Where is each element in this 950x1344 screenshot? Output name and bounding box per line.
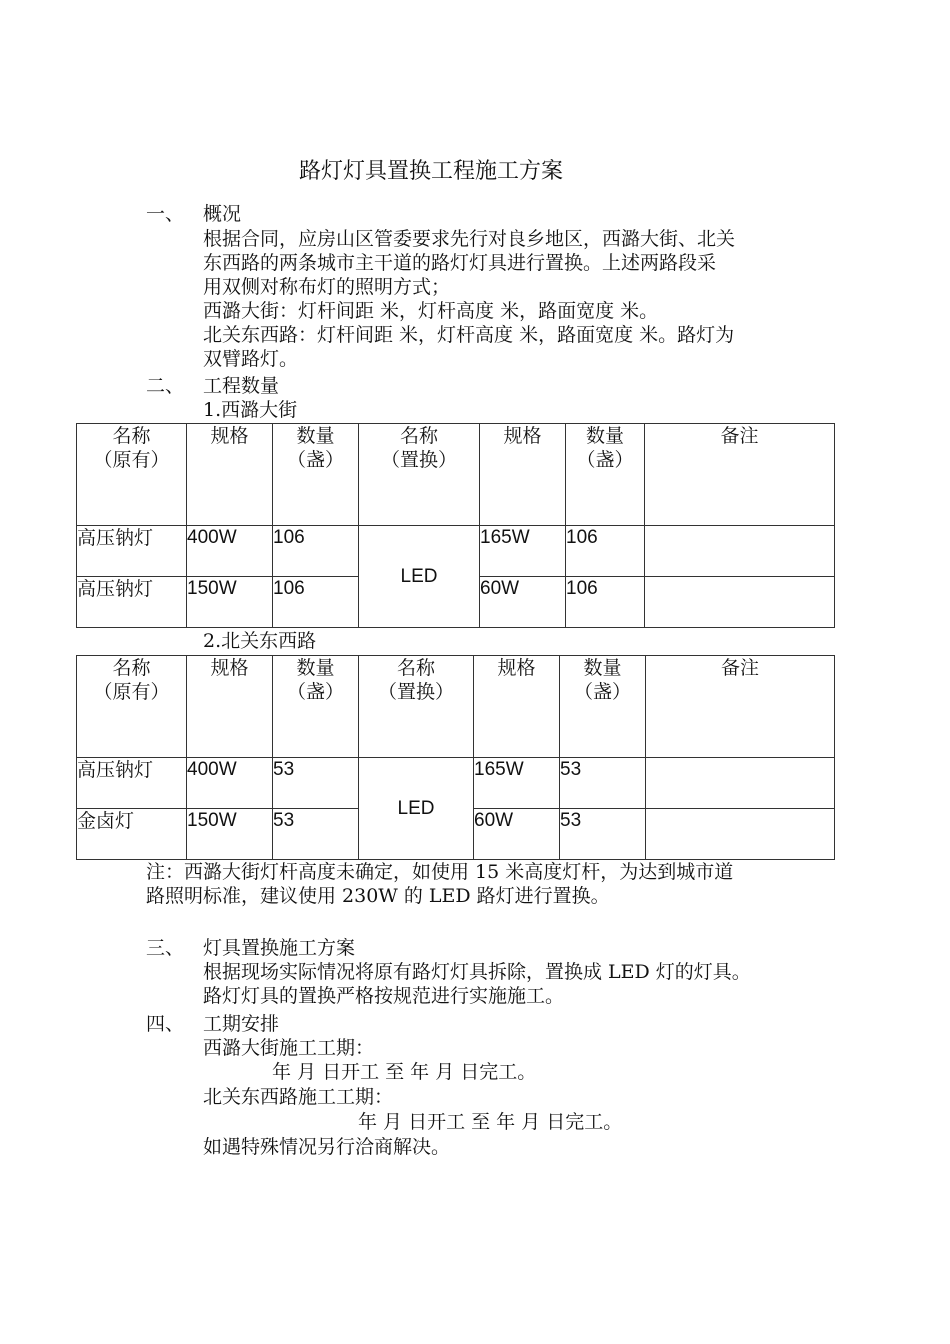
table-row	[77, 758, 835, 809]
cell-new-quantity: 106	[566, 577, 645, 628]
cell-new-quantity: 106	[566, 526, 645, 577]
xilu-street-spec: 西潞大街：灯杆间距 米，灯杆高度 米，路面宽度 米。	[203, 300, 659, 322]
cell-replacement-type: LED	[359, 526, 480, 628]
section-2-number: 二、	[146, 375, 185, 397]
table-header-row	[77, 424, 835, 526]
overview-line-2: 东西路的两条城市主干道的路灯灯具进行置换。上述两路段采	[203, 252, 717, 274]
table-header-row	[77, 656, 835, 758]
cell-quantity: 53	[273, 809, 359, 860]
cell-lamp-name: 高压钠灯	[77, 758, 187, 809]
header-quantity-2: 数量 （盏）	[566, 424, 645, 526]
cell-spec: 400W	[187, 758, 273, 809]
header-name-replacement: 名称 （置换）	[359, 656, 474, 758]
section-3-number: 三、	[146, 937, 185, 959]
table-1-caption: 1.西潞大街	[203, 399, 298, 421]
cell-replacement-type: LED	[359, 758, 474, 860]
cell-spec: 400W	[187, 526, 273, 577]
cell-new-quantity: 53	[560, 809, 646, 860]
header-remark: 备注	[645, 424, 835, 526]
schedule-beiguan-label: 北关东西路施工工期：	[203, 1086, 394, 1108]
header-spec: 规格	[187, 656, 273, 758]
header-spec: 规格	[187, 424, 273, 526]
overview-line-1: 根据合同，应房山区管委要求先行对良乡地区，西潞大街、北关	[203, 228, 736, 250]
section-3-heading: 灯具置换施工方案	[203, 937, 356, 959]
schedule-beiguan-dates: 年 月 日开工 至 年 月 日完工。	[358, 1111, 623, 1133]
schedule-xilu-dates: 年 月 日开工 至 年 月 日完工。	[272, 1061, 537, 1083]
beiguan-road-spec-line-2: 双臂路灯。	[203, 348, 299, 370]
header-quantity: 数量 （盏）	[273, 656, 359, 758]
schedule-xilu-label: 西潞大街施工工期：	[203, 1037, 375, 1059]
cell-remark	[646, 758, 835, 809]
cell-new-quantity: 53	[560, 758, 646, 809]
section-4-heading: 工期安排	[203, 1013, 280, 1035]
overview-line-3: 用双侧对称布灯的照明方式；	[203, 276, 451, 298]
cell-remark	[645, 526, 835, 577]
table-2-caption: 2.北关东西路	[203, 630, 317, 652]
cell-spec: 150W	[187, 577, 273, 628]
construction-plan-line-2: 路灯灯具的置换严格按规范进行实施施工。	[203, 985, 565, 1007]
section-1-number: 一、	[146, 203, 185, 225]
construction-plan-line-1: 根据现场实际情况将原有路灯灯具拆除，置换成 LED 灯的灯具。	[203, 961, 751, 983]
header-spec-2: 规格	[474, 656, 560, 758]
header-quantity: 数量 （盏）	[273, 424, 359, 526]
document-title: 路灯灯具置换工程施工方案	[299, 159, 564, 184]
note-line-2: 路照明标准，建议使用 230W 的 LED 路灯进行置换。	[146, 885, 610, 907]
header-name-replacement: 名称 （置换）	[359, 424, 480, 526]
table-row	[77, 526, 835, 577]
header-remark: 备注	[646, 656, 835, 758]
cell-new-spec: 165W	[474, 758, 560, 809]
cell-lamp-name: 高压钠灯	[77, 577, 187, 628]
header-quantity-2: 数量 （盏）	[560, 656, 646, 758]
header-spec-2: 规格	[480, 424, 566, 526]
table-xilu-street	[76, 423, 835, 628]
cell-new-spec: 60W	[480, 577, 566, 628]
cell-new-spec: 165W	[480, 526, 566, 577]
section-2-heading: 工程数量	[203, 375, 280, 397]
beiguan-road-spec-line-1: 北关东西路：灯杆间距 米，灯杆高度 米，路面宽度 米。路灯为	[203, 324, 735, 346]
section-1-heading: 概况	[203, 203, 242, 225]
cell-lamp-name: 高压钠灯	[77, 526, 187, 577]
table-beiguan-road	[76, 655, 835, 860]
cell-spec: 150W	[187, 809, 273, 860]
cell-remark	[646, 809, 835, 860]
header-name-original: 名称 （原有）	[77, 656, 187, 758]
special-case-note: 如遇特殊情况另行洽商解决。	[203, 1136, 451, 1158]
cell-lamp-name: 金卤灯	[77, 809, 187, 860]
cell-remark	[645, 577, 835, 628]
header-name-original: 名称 （原有）	[77, 424, 187, 526]
cell-quantity: 106	[273, 526, 359, 577]
section-4-number: 四、	[146, 1013, 185, 1035]
note-line-1: 注：西潞大街灯杆高度未确定，如使用 15 米高度灯杆，为达到城市道	[146, 861, 734, 883]
cell-quantity: 106	[273, 577, 359, 628]
cell-quantity: 53	[273, 758, 359, 809]
cell-new-spec: 60W	[474, 809, 560, 860]
